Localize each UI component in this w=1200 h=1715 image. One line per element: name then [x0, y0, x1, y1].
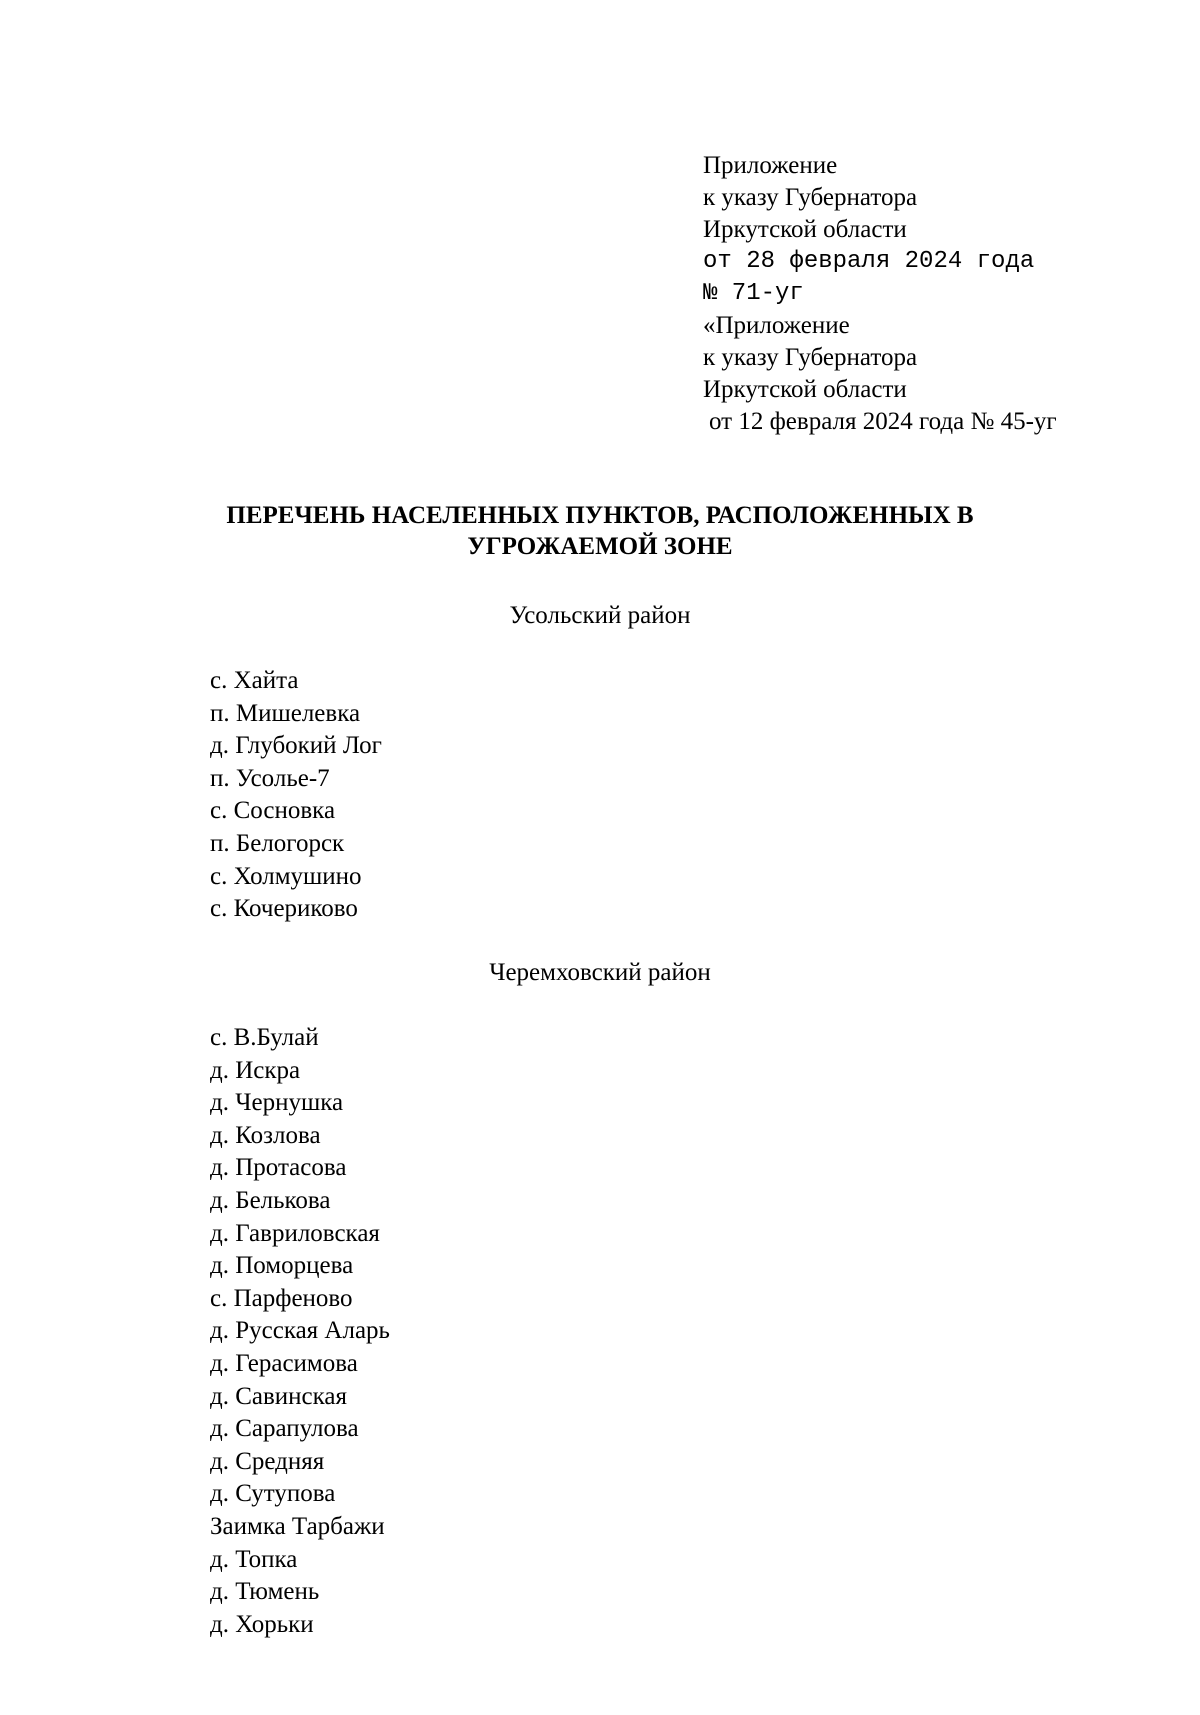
settlement-list	[210, 665, 382, 926]
list-item: д. Сутупова	[210, 1480, 336, 1508]
document-title: ПЕРЕЧЕНЬ НАСЕЛЕННЫХ ПУНКТОВ, РАСПОЛОЖЕННЫХ В УГРОЖАЕМОЙ ЗОНЕ	[226, 502, 974, 560]
list-item: Заимка Тарбажи	[210, 1512, 385, 1540]
list-item: д. Сарапулова	[210, 1415, 359, 1443]
settlement-list	[210, 1022, 390, 1641]
appendix-line: «Приложение	[703, 312, 850, 339]
list-item: д. Савинская	[210, 1382, 348, 1410]
appendix-line: Приложение	[703, 152, 838, 179]
list-item: д. Поморцева	[210, 1252, 354, 1280]
list-item: д. Хорьки	[210, 1610, 314, 1638]
list-item: д. Герасимова	[210, 1349, 358, 1377]
list-item: д. Глубокий Лог	[210, 732, 382, 760]
list-item: д. Искра	[210, 1056, 301, 1084]
appendix-block	[703, 150, 1057, 438]
appendix-line: Иркутской области	[703, 376, 907, 403]
list-item: с. Парфеново	[210, 1284, 353, 1312]
list-item: с. Кочериково	[210, 895, 358, 923]
list-item: с. В.Булай	[210, 1024, 319, 1051]
list-item: д. Тюмень	[210, 1578, 320, 1606]
appendix-line: к указу Губернатора	[703, 184, 918, 211]
list-item: д. Протасова	[210, 1154, 347, 1182]
list-item: с. Хайта	[210, 667, 299, 694]
list-item: п. Усолье-7	[210, 764, 330, 792]
district-heading: Черемховский район	[489, 959, 711, 986]
list-item: с. Сосновка	[210, 797, 336, 825]
appendix-line: к указу Губернатора	[703, 344, 918, 371]
appendix-date-line: от 28 февраля 2024 года	[703, 248, 1035, 275]
list-item: п. Белогорск	[210, 829, 345, 857]
list-item: п. Мишелевка	[210, 699, 361, 727]
list-item: д. Топка	[210, 1545, 298, 1573]
appendix-line: Иркутской области	[703, 216, 907, 243]
list-item: д. Чернушка	[210, 1089, 344, 1117]
list-item: д. Козлова	[210, 1121, 321, 1149]
list-item: д. Средняя	[210, 1447, 325, 1475]
list-item: д. Белькова	[210, 1186, 331, 1214]
district-heading: Усольский район	[509, 602, 691, 629]
appendix-number-line: № 71-уг	[703, 280, 804, 307]
list-item: д. Русская Аларь	[210, 1317, 390, 1345]
list-item: д. Гавриловская	[210, 1219, 380, 1247]
appendix-line: от 12 февраля 2024 года № 45-уг	[709, 408, 1057, 435]
list-item: с. Холмушино	[210, 862, 362, 890]
